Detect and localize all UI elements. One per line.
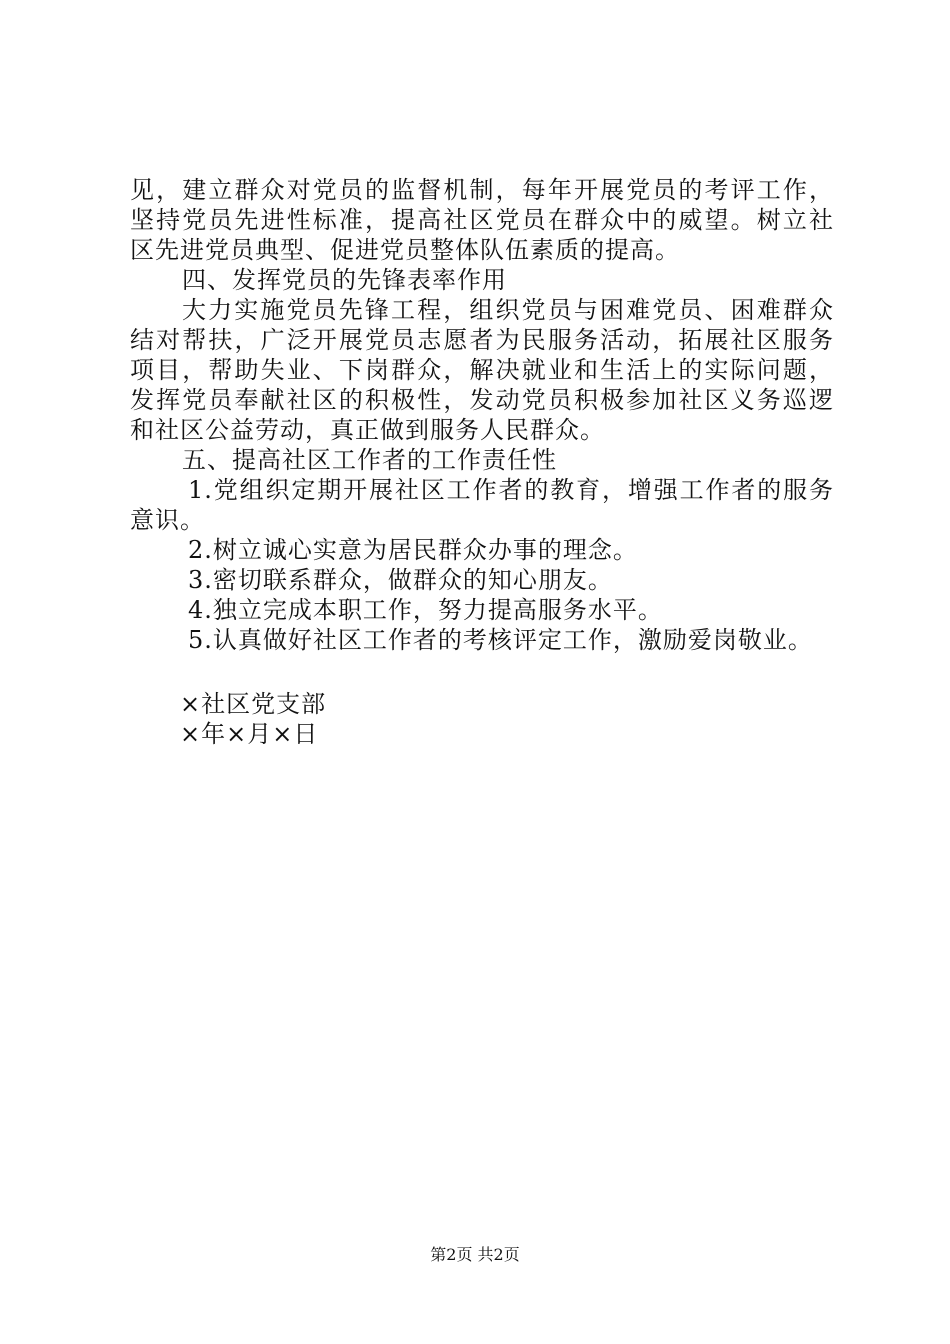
paragraph-line: 结对帮扶，广泛开展党员志愿者为民服务活动，拓展社区服务	[130, 326, 834, 354]
page-number: 第2页 共2页	[430, 1245, 520, 1264]
paragraph-line: 见，建立群众对党员的监督机制，每年开展党员的考评工作，	[130, 176, 834, 204]
paragraph-line: 项目，帮助失业、下岗群众，解决就业和生活上的实际问题，	[130, 356, 834, 384]
page-footer	[0, 1245, 950, 1265]
list-item-3: 3.密切联系群众，做群众的知心朋友。	[188, 566, 613, 594]
list-item-1: 1.党组织定期开展社区工作者的教育，增强工作者的服务	[188, 476, 834, 504]
paragraph-line: 发挥党员奉献社区的积极性，发动党员积极参加社区义务巡逻	[130, 386, 834, 414]
list-item-1-continued: 意识。	[130, 506, 205, 534]
list-item-2: 2.树立诚心实意为居民群众办事的理念。	[188, 536, 638, 564]
signature-date: ×年×月×日	[180, 720, 319, 748]
document-body	[130, 175, 834, 749]
paragraph-line: 坚持党员先进性标准，提高社区党员在群众中的威望。树立社	[130, 206, 834, 234]
paragraph-line: 区先进党员典型、促进党员整体队伍素质的提高。	[130, 236, 680, 264]
list-item-4: 4.独立完成本职工作，努力提高服务水平。	[188, 596, 663, 624]
paragraph-line: 和社区公益劳动，真正做到服务人民群众。	[130, 416, 605, 444]
paragraph-line: 大力实施党员先锋工程，组织党员与困难党员、困难群众	[182, 296, 834, 324]
signature-block	[130, 689, 834, 749]
signature-org: ×社区党支部	[180, 690, 327, 718]
section-heading-5: 五、提高社区工作者的工作责任性	[182, 446, 557, 474]
spacer	[130, 655, 834, 689]
list-item-5: 5.认真做好社区工作者的考核评定工作，激励爱岗敬业。	[188, 626, 813, 654]
section-heading-4: 四、发挥党员的先锋表率作用	[182, 266, 507, 294]
